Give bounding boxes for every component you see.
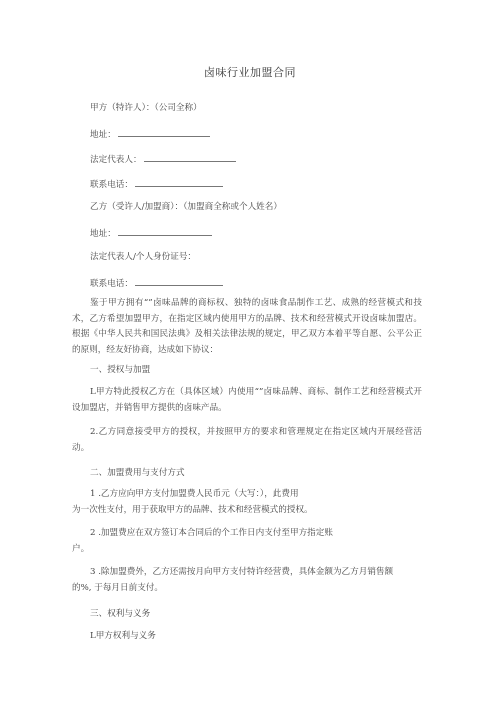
- section-1-item-2: 2.乙方同意接受甲方的授权，并按照甲方的要求和管理规定在指定区域内开展经营活动。: [72, 427, 422, 453]
- preamble-paragraph: 鉴于甲方拥有“”卤味品牌的商标权、独特的卤味食品制作工艺、成熟的经营模式和技术，乙方希望加盟甲方，在指定区域内使用甲方的品牌、技术和经营模式开设卤味加盟店。根据《中华人民共和国民法典》及相关法律法规的规定，甲乙双方本着平等自愿、公平公正的原则，经友好协商，达成如下协议：: [72, 298, 422, 355]
- section-2-item-2: [72, 526, 422, 557]
- section-2-item-1: [72, 487, 422, 518]
- document-title: 卤味行业加盟合同: [204, 66, 296, 79]
- party-a-address-line: [90, 127, 210, 141]
- section-2-item-3: [72, 565, 422, 596]
- party-b-address-line: [90, 226, 212, 240]
- party-a-heading: 甲方（特许人）：（公司全称）: [90, 103, 202, 113]
- party-a-rep-blank: [144, 152, 236, 162]
- section-1-item-1: L甲方特此授权乙方在（具体区域）内使用“”卤味品牌、商标、制作工艺和经营模式开设加盟店，并销售甲方提供的卤味产品。: [72, 387, 422, 413]
- party-a-address-blank: [118, 127, 210, 137]
- section-2-item-3-line-b: 的%, 于每月日前支付。: [72, 582, 163, 593]
- section-2-item-2-line-a: 2 .加盟费应在双方签订本合同后的个工作日内支付至甲方指定账: [90, 528, 333, 538]
- section-2-item-3-line-a: 3 .除加盟费外，乙方还需按月向甲方支付特许经营费，具体金额为乙方月销售额: [90, 567, 394, 577]
- section-1-heading: 一、授权与加盟: [90, 365, 151, 375]
- section-2-item-1-line-a: 1 .乙方应向甲方支付加盟费人民币元（大写：），此费用: [90, 489, 299, 499]
- party-b-rep-label: 法定代表人/个人身份证号：: [90, 252, 197, 262]
- party-b-rep-line: [90, 251, 196, 263]
- section-3-sub-1: L甲方权利与义务: [90, 631, 156, 641]
- party-a-rep-line: [90, 152, 236, 166]
- party-b-phone-blank: [135, 276, 223, 286]
- party-a-phone-blank: [135, 177, 223, 187]
- party-b-heading: 乙方（受许人/加盟商）：（加盟商全称或个人姓名）: [90, 202, 282, 212]
- party-a-address-label: 地址：: [90, 130, 116, 140]
- party-a-rep-label: 法定代表人：: [90, 155, 142, 165]
- party-b-address-label: 地址：: [90, 229, 116, 239]
- party-a-phone-line: [90, 177, 223, 191]
- party-b-phone-line: [90, 276, 223, 290]
- party-a-phone-label: 联系电话：: [90, 180, 133, 190]
- party-b-phone-label: 联系电话：: [90, 279, 133, 289]
- section-3-heading: 三、权利与义务: [90, 609, 151, 619]
- section-2-item-2-line-b: 户。: [72, 543, 90, 554]
- section-2-item-1-line-b: 为一次性支付，用于获取甲方的品牌、技术和经营模式的授权。: [72, 504, 313, 515]
- party-b-address-blank: [118, 226, 212, 236]
- section-2-heading: 二、加盟费用与支付方式: [90, 468, 185, 478]
